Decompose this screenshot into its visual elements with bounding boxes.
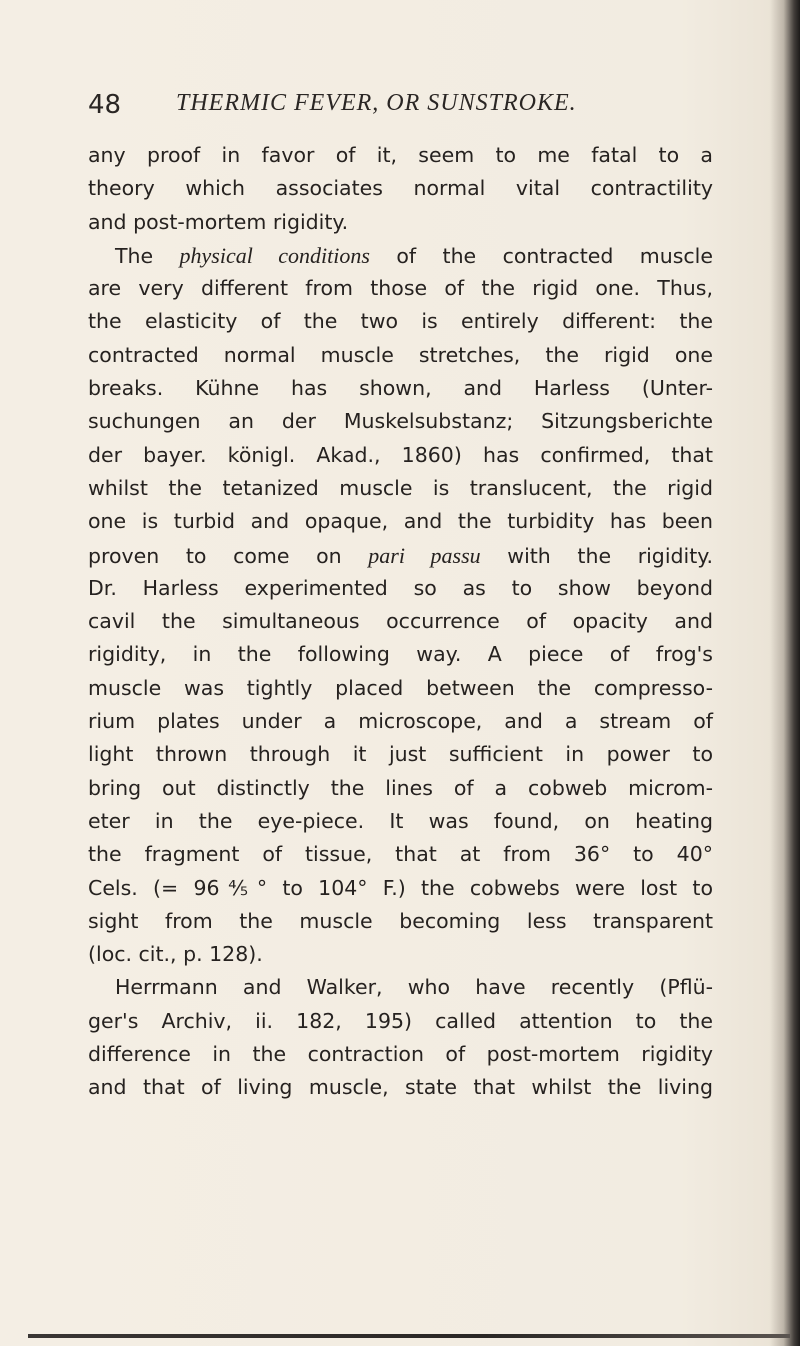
italic-phrase: pari passu	[368, 542, 481, 568]
text-line: the elasticity of the two is entirely different: the	[88, 309, 713, 334]
text-segment: proven to come on	[88, 543, 369, 568]
text-line: breaks. Kühne has shown, and Harless (Unter-	[88, 376, 713, 401]
text-line: Dr. Harless experimented so as to show beyond	[88, 575, 713, 600]
bottom-edge	[28, 1334, 790, 1338]
text-line: the fragment of tissue, that at from 36° to 40°	[88, 842, 713, 867]
text-line	[88, 539, 713, 572]
page-edge-shadow	[770, 0, 800, 1346]
text-line: cavil the simultaneous occurrence of opacity and	[88, 609, 713, 634]
text-line: one is turbid and opaque, and the turbidity has been	[88, 509, 713, 534]
text-line: light thrown through it just sufficient in power to	[88, 742, 713, 767]
text-line: Herrmann and Walker, who have recently (Pflü-	[115, 975, 713, 1000]
italic-phrase: physical conditions	[179, 242, 370, 268]
text-line: Cels. (= 96⅘° to 104° F.) the cobwebs were lost to	[88, 875, 713, 900]
text-segment: with the rigidity.	[480, 543, 713, 568]
text-line: muscle was tightly placed between the compresso-	[88, 675, 713, 700]
text-segment: of the contracted muscle	[369, 243, 713, 268]
text-line: bring out distinctly the lines of a cobweb microm-	[88, 775, 713, 800]
text-line: and that of living muscle, state that whilst the living	[88, 1075, 713, 1100]
text-line: ger's Archiv, ii. 182, 195) called attention to the	[88, 1008, 713, 1033]
text-line: eter in the eye-piece. It was found, on heating	[88, 808, 713, 833]
text-line: rium plates under a microscope, and a stream of	[88, 709, 713, 734]
text-line	[88, 239, 713, 272]
body-text	[88, 139, 713, 1105]
text-line: and post-mortem rigidity.	[88, 209, 349, 234]
page-number: 48	[88, 90, 122, 120]
text-line: sight from the muscle becoming less transparent	[88, 908, 713, 933]
text-line: suchungen an der Muskelsubstanz; Sitzungsberichte	[88, 409, 713, 434]
text-line: theory which associates normal vital contractility	[88, 176, 713, 201]
text-line: rigidity, in the following way. A piece of frog's	[88, 642, 713, 667]
page-header	[88, 90, 728, 126]
text-line: contracted normal muscle stretches, the rigid one	[88, 342, 713, 367]
text-line: are very different from those of the rigid one. Thus,	[88, 276, 713, 301]
text-line: difference in the contraction of post-mortem rigidity	[88, 1042, 713, 1067]
running-head: THERMIC FEVER, OR SUNSTROKE.	[176, 90, 577, 116]
text-line: (loc. cit., p. 128).	[88, 942, 263, 967]
text-segment: The	[115, 243, 180, 268]
text-line: whilst the tetanized muscle is translucent, the rigid	[88, 475, 713, 500]
text-line: der bayer. königl. Akad., 1860) has confirmed, that	[88, 442, 713, 467]
text-line: any proof in favor of it, seem to me fatal to a	[88, 143, 713, 167]
